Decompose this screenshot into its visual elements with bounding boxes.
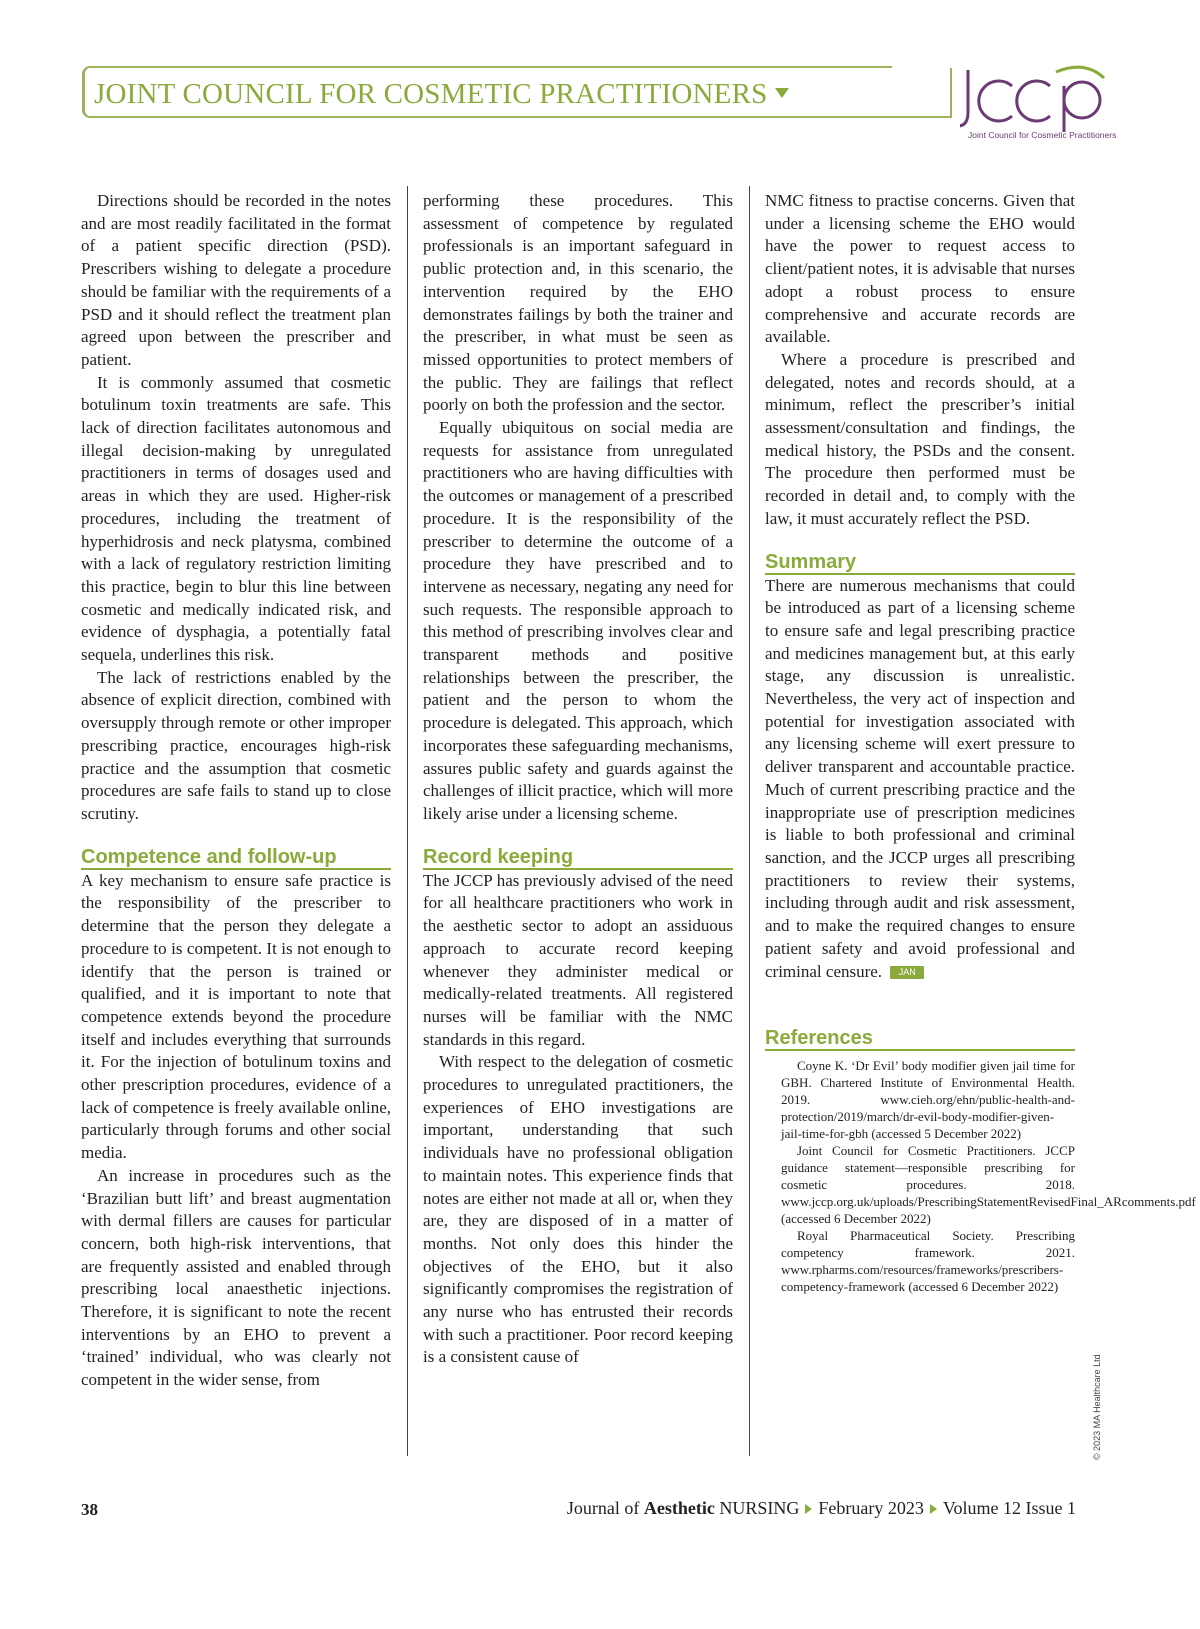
- journal-bold: Aesthetic: [643, 1498, 715, 1518]
- paragraph: Directions should be recorded in the notes and are most readily facilitated in the format of a patient specific direction (PSD). Prescribers wishing to delegate a procedure should be familiar with the requirements of a PSD and it should reflect the treatment plan agreed upon between the prescriber and patient.: [81, 191, 391, 369]
- journal-prefix: Journal of: [566, 1498, 644, 1518]
- volume-issue: Volume 12 Issue 1: [942, 1498, 1076, 1518]
- paragraph: With respect to the delegation of cosmetic procedures to unregulated practitioners, the experiences of EHO investigations are important, understanding that such individuals have no professional obligation to maintain notes. This experience finds that notes are either not made at all or, when they are, they are disposed of in a matter of months. Not only does this hinder the objectives of the EHO, but it also significantly compromises the registration of any nurse who has entrusted their records with such a practitioner. Poor record keeping is a consistent cause of: [423, 1052, 733, 1367]
- journal-suffix: NURSING: [714, 1498, 800, 1518]
- paragraph: Where a procedure is prescribed and delegated, notes and records should, at a minimum, reflect the prescriber’s initial assessment/consultation and findings, the medical history, the PSDs and the consent. The procedure then performed must be recorded in detail and, to comply with the law, it must accurately reflect the PSD.: [765, 349, 1075, 528]
- paragraph: [765, 575, 1075, 984]
- paragraph: The lack of restrictions enabled by the absence of explicit direction, combined with oversupply through remote or other improper prescribing practice, encourages high-risk practice and the assumption that cosmetic procedures are safe fails to stand up to close scrutiny.: [81, 667, 391, 823]
- jccp-logo-mark: [960, 64, 1110, 134]
- paragraph: NMC fitness to practise concerns. Given that under a licensing scheme the EHO would have the power to request access to client/patient notes, it is advisable that nurses adopt a robust process to ensure comprehensive and accurate records are available.: [765, 191, 1075, 347]
- logo-subtitle: Joint Council for Cosmetic Practitioners: [968, 130, 1117, 140]
- column-rule: [749, 186, 750, 1456]
- header-title-text: JOINT COUNCIL FOR COSMETIC PRACTITIONERS: [94, 78, 768, 110]
- issue-date: February 2023: [818, 1498, 924, 1518]
- end-mark-icon: JAN: [890, 966, 924, 979]
- column-rule: [407, 186, 408, 1456]
- paragraph: It is commonly assumed that cosmetic botulinum toxin treatments are safe. This lack of direction facilitates autonomous and illegal decision-making by unregulated practitioners in terms of dosages used and areas in which they are used. Higher-risk procedures, including the treatment of hyperhidrosis and neck platysma, combined with a lack of regulatory restriction limiting this practice, begin to blur this line between cosmetic and medically indicated risk, and evidence of dysphagia, a potentially fatal sequela, underlines this risk.: [81, 372, 391, 665]
- reference-item: Coyne K. ‘Dr Evil’ body modifier given jail time for GBH. Chartered Institute of Environmental Health. 2019. www.cieh.org/ehn/public-health-and-protection/2019/march/dr-evil-body-modifier-given-jail-time-for-gbh (accessed 5 December 2022): [781, 1058, 1075, 1142]
- journal-footer: [567, 1498, 1076, 1519]
- section-heading-summary: Summary: [765, 551, 1075, 575]
- column-2: [423, 190, 733, 1369]
- reference-item: Royal Pharmaceutical Society. Prescribing competency framework. 2021. www.rpharms.com/resources/frameworks/prescribers-competency-framework (accessed 6 December 2022): [781, 1228, 1075, 1295]
- column-3: [765, 190, 1196, 1295]
- paragraph: An increase in procedures such as the ‘Brazilian butt lift’ and breast augmentation with dermal fillers are causes for particular concern, both high-risk interventions, that are frequently assisted and enabled through prescribing local anaesthetic injections. Therefore, it is significant to note the recent interventions by an EHO to prevent a ‘trained’ individual, who was clearly not competent in the wider sense, from: [81, 1165, 391, 1390]
- paragraph: Equally ubiquitous on social media are requests for assistance from unregulated practitioners who are having difficulties with the outcomes or management of a prescribed procedure. It is the responsibility of the prescriber to determine the outcome of a procedure they have prescribed and to intervene as necessary, negating any need for such requests. The responsible approach to this method of prescribing involves clear and transparent methods and positive relationships between the prescriber, the patient and the person to whom the procedure is delegated. This approach, which incorporates these safeguarding mechanisms, assures public safety and guards against the challenges of illicit practice, which will more likely arise under a licensing scheme.: [423, 418, 733, 823]
- section-heading-competence: Competence and follow-up: [81, 846, 391, 870]
- column-1: [81, 190, 391, 1392]
- section-heading-references: References: [765, 1027, 1075, 1051]
- references-list: [765, 1057, 1196, 1295]
- paragraph: A key mechanism to ensure safe practice is the responsibility of the prescriber to determine that the person they delegate a procedure to is competent. It is not enough to identify that the person is trained or qualified, and it is important to note that competence extends beyond the procedure itself and includes everything that surrounds it. For the injection of botulinum toxins and other prescription procedures, evidence of a lack of competence is freely available online, particularly through forums and other social media.: [81, 870, 391, 1163]
- triangle-right-icon: [805, 1504, 812, 1514]
- page-number: 38: [81, 1500, 98, 1519]
- paragraph: performing these procedures. This assessment of competence by regulated professionals is an important safeguard in public protection and, in this scenario, the intervention required by the EHO demonstrates failings by both the trainer and the prescriber, in what must be seen as missed opportunities to protect members of the public. They are failings that reflect poorly on both the profession and the sector.: [423, 191, 733, 415]
- paragraph: The JCCP has previously advised of the need for all healthcare practitioners who work in the aesthetic sector to adopt an assiduous approach to accurate record keeping whenever they administer medical or medically-related treatments. All registered nurses will be familiar with the NMC standards in this regard.: [423, 870, 733, 1049]
- triangle-right-icon: [930, 1504, 937, 1514]
- section-heading-record-keeping: Record keeping: [423, 846, 733, 870]
- header-title: [94, 78, 789, 111]
- triangle-down-icon: [775, 88, 789, 98]
- copyright-notice: © 2023 MA Healthcare Ltd: [1092, 1354, 1102, 1460]
- paragraph-text: There are numerous mechanisms that could be introduced as part of a licensing scheme to ensure safe and legal prescribing practice and medicines management but, at this early stage, any discussion is unrealistic. Nevertheless, the very act of inspection and potential for investigation associated with any licensing scheme will exert pressure to deliver transparent and accountable practice. Much of current prescribing practice and the inappropriate use of prescription medicines is liable to both professional and criminal sanction, and the JCCP urges all prescribing practitioners to review their systems, including through audit and risk assessment, and to make the required changes to ensure patient safety and avoid professional and criminal censure.: [765, 575, 1075, 981]
- reference-item: Joint Council for Cosmetic Practitioners. JCCP guidance statement—responsible prescribing for cosmetic procedures. 2018. www.jccp.org.uk/uploads/PrescribingStatementRevisedFinal_ARcomments.pdf (accessed 6 December 2022): [781, 1143, 1196, 1227]
